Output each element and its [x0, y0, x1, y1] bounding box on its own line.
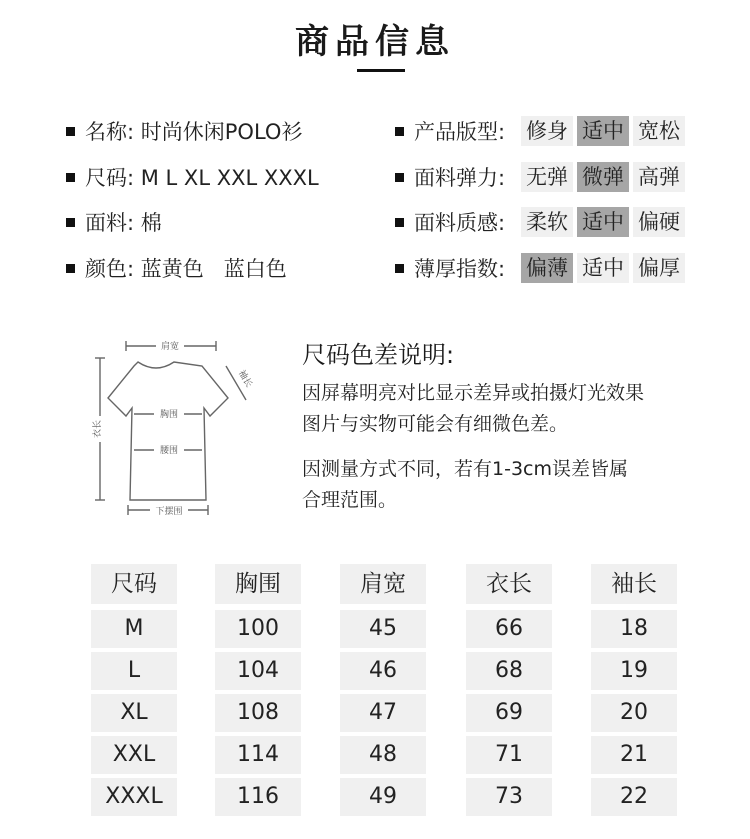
- option-chip: 宽松: [633, 116, 685, 146]
- table-cell-shoulder: 46: [340, 652, 426, 690]
- table-cell-length: 71: [466, 736, 552, 774]
- option-chip-selected: 适中: [577, 207, 629, 237]
- label-hem: 下摆围: [155, 507, 183, 517]
- table-cell-sleeve: 19: [591, 652, 677, 690]
- option-chip: 无弹: [521, 162, 573, 192]
- bullet-icon: [395, 173, 404, 182]
- option-chip: 高弹: [633, 162, 685, 192]
- fit-options: [521, 113, 685, 149]
- spec-name-value: 时尚休闲POLO衫: [140, 120, 303, 144]
- table-cell-chest: 104: [215, 652, 301, 690]
- spec-fit: 产品版型: 修身 适中 宽松: [395, 113, 705, 149]
- bullet-icon: [395, 264, 404, 273]
- bullet-icon: [66, 264, 75, 273]
- label-waist: 腰围: [159, 446, 179, 456]
- spec-size-value: M L XL XXL XXXL: [140, 166, 319, 190]
- table-cell-length: 68: [466, 652, 552, 690]
- bullet-icon: [66, 218, 75, 227]
- table-cell-chest: 100: [215, 610, 301, 648]
- option-chip: 偏硬: [633, 207, 685, 237]
- option-chip: 柔软: [521, 207, 573, 237]
- table-cell-size: XL: [91, 694, 177, 732]
- table-cell-chest: 114: [215, 736, 301, 774]
- table-cell-sleeve: 20: [591, 694, 677, 732]
- spec-thickness: 薄厚指数: 偏薄 适中 偏厚: [395, 250, 705, 286]
- spec-texture: 面料质感: 柔软 适中 偏硬: [395, 204, 705, 240]
- table-header-size: 尺码: [91, 564, 177, 604]
- tshirt-measurement-diagram: [78, 330, 268, 520]
- texture-options: [521, 204, 685, 240]
- option-chip-selected: 微弹: [577, 162, 629, 192]
- page-title: 商品信息: [295, 22, 455, 62]
- spec-color-value: 蓝黄色 蓝白色: [140, 257, 287, 281]
- spec-color: 颜色: 蓝黄色 蓝白色: [66, 250, 287, 286]
- bullet-icon: [395, 218, 404, 227]
- spec-fabric: 面料: 棉: [66, 204, 162, 240]
- thickness-options: [521, 250, 685, 286]
- table-cell-length: 69: [466, 694, 552, 732]
- table-cell-shoulder: 47: [340, 694, 426, 732]
- label-shoulder: 肩宽: [160, 342, 180, 352]
- table-cell-length: 66: [466, 610, 552, 648]
- label-length: 衣长: [93, 419, 103, 439]
- spec-stretch: 面料弹力: 无弹 微弹 高弹: [395, 159, 705, 195]
- table-header-length: 衣长: [466, 564, 552, 604]
- table-header-shoulder: 肩宽: [340, 564, 426, 604]
- table-cell-sleeve: 18: [591, 610, 677, 648]
- table-cell-sleeve: 22: [591, 778, 677, 816]
- label-sleeve: 袖长: [235, 368, 254, 390]
- table-header-sleeve: 袖长: [591, 564, 677, 604]
- table-cell-sleeve: 21: [591, 736, 677, 774]
- option-chip-selected: 偏薄: [521, 253, 573, 283]
- note-line: 图片与实物可能会有细微色差。: [302, 413, 569, 435]
- table-cell-shoulder: 45: [340, 610, 426, 648]
- spec-size: 尺码: M L XL XXL XXXL: [66, 159, 319, 195]
- option-chip: 偏厚: [633, 253, 685, 283]
- note-line: 因屏幕明亮对比显示差异或拍摄灯光效果: [302, 382, 645, 404]
- table-cell-size: XXL: [91, 736, 177, 774]
- spec-fabric-value: 棉: [140, 211, 162, 235]
- table-cell-chest: 108: [215, 694, 301, 732]
- note-line: 因测量方式不同，若有1-3cm误差皆属: [302, 458, 628, 480]
- option-chip: 适中: [577, 253, 629, 283]
- option-chip: 修身: [521, 116, 573, 146]
- table-cell-shoulder: 48: [340, 736, 426, 774]
- label-chest: 胸围: [159, 410, 179, 420]
- table-cell-shoulder: 49: [340, 778, 426, 816]
- table-cell-chest: 116: [215, 778, 301, 816]
- spec-name: 名称: 时尚休闲POLO衫: [66, 113, 302, 149]
- table-cell-size: M: [91, 610, 177, 648]
- title-underline: [357, 69, 405, 72]
- table-header-chest: 胸围: [215, 564, 301, 604]
- bullet-icon: [66, 127, 75, 136]
- bullet-icon: [395, 127, 404, 136]
- stretch-options: [521, 159, 685, 195]
- table-cell-size: L: [91, 652, 177, 690]
- tshirt-outline-icon: [108, 362, 228, 500]
- size-note-title: 尺码色差说明:: [302, 341, 455, 369]
- note-line: 合理范围。: [302, 489, 398, 511]
- bullet-icon: [66, 173, 75, 182]
- table-cell-length: 73: [466, 778, 552, 816]
- option-chip-selected: 适中: [577, 116, 629, 146]
- table-cell-size: XXXL: [91, 778, 177, 816]
